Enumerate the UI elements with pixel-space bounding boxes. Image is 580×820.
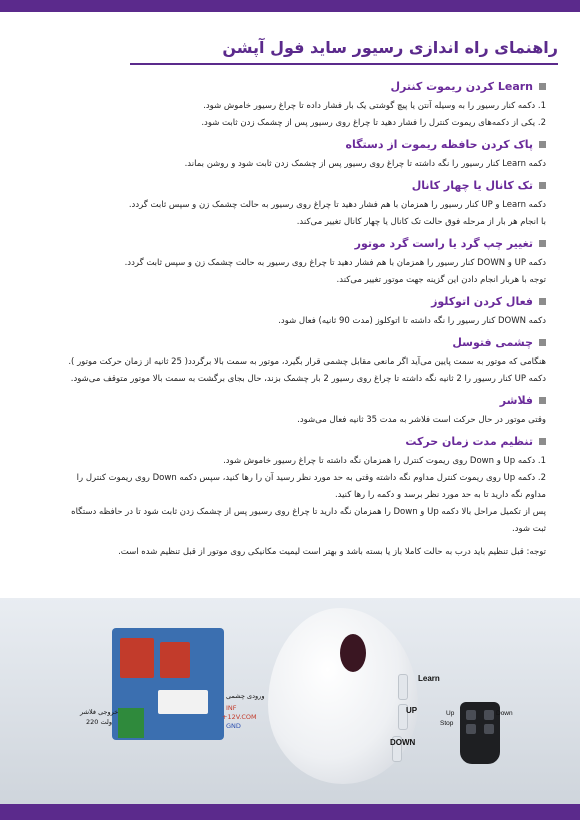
- board-label-inf: INF: [226, 704, 237, 712]
- remote-button: [466, 710, 476, 720]
- section-flasher: [34, 394, 546, 429]
- section-clear-memory: [34, 138, 546, 173]
- section-heading: چشمی فتوسل: [452, 336, 533, 349]
- section-channel-mode: [34, 179, 546, 231]
- square-bullet-icon: [539, 339, 546, 346]
- connector-block: [158, 690, 208, 714]
- section-line: توجه با هربار انجام دادن این گزینه جهت موتور تغییر می‌کند.: [336, 275, 546, 285]
- section-heading: تنظیم مدت زمان حرکت: [405, 435, 533, 448]
- circuit-board-image: [112, 628, 224, 740]
- section-line: دکمه UP کنار رسیور را 2 ثانیه نگه داشته تا چراغ روی رسیور 2 بار چشمک بزند، حال بجای برگشت به سمت بالا موتور متوقف می‌شود.: [70, 374, 546, 384]
- receiver-label-up: UP: [406, 706, 418, 715]
- remote-button: [484, 724, 494, 734]
- section-heading: پاک کردن حافظه ریموت از دستگاه: [345, 138, 533, 151]
- board-label-flasher-volt: 220 ولت: [86, 718, 112, 726]
- section-line: وقتی موتور در حال حرکت است فلاشر به مدت 35 ثانیه فعال می‌شود.: [297, 415, 546, 425]
- section-line: با انجام هر بار از مرحله فوق حالت تک کانال یا چهار کانال تغییر می‌کند.: [296, 217, 546, 227]
- receiver-label-learn: Learn: [418, 674, 440, 683]
- square-bullet-icon: [539, 438, 546, 445]
- square-bullet-icon: [539, 298, 546, 305]
- product-photo: [0, 598, 580, 804]
- board-label-flasher: خروجی فلاشر: [80, 708, 119, 716]
- remote-label-down: Down: [496, 710, 513, 717]
- page-title: راهنمای راه اندازی رسیور ساید فول آپشن: [222, 38, 558, 57]
- section-heading: Learn کردن ریموت کنترل: [390, 80, 533, 93]
- title-underline: [130, 63, 558, 65]
- section-line: دکمه Learn کنار رسیور را نگه داشته تا چراغ روی رسیور پس از چشمک زدن ثابت شود و روشن بماند.: [184, 159, 546, 169]
- section-line: مداوم نگه دارید تا به حد مورد نظر برسد و دکمه را رها کنید.: [334, 490, 546, 500]
- remote-button: [466, 724, 476, 734]
- section-heading: تغییر چپ گرد یا راست گرد موتور: [354, 237, 533, 250]
- remote-label-stop: Stop: [440, 720, 454, 727]
- board-label-gnd: GND: [226, 722, 241, 730]
- section-motor-direction: [34, 237, 546, 289]
- section-line: 2. یکی از دکمه‌های ریموت کنترل را فشار دهید تا چراغ روی رسیور پس از چشمک زدن ثابت شود.: [201, 118, 546, 128]
- section-line: 1. دکمه Up و Down روی ریموت کنترل را همزمان نگه داشته تا چراغ رسیور خاموش شود.: [223, 456, 546, 466]
- section-heading: فعال کردن اتوکلوز: [431, 295, 533, 308]
- section-line: 1. دکمه کنار رسیور را به وسیله آنتن یا پیچ گوشتی یک بار فشار داده تا چراغ رسیور خاموش شود.: [203, 101, 546, 111]
- square-bullet-icon: [539, 182, 546, 189]
- board-label-wiring: ورودی چشمی: [226, 692, 265, 700]
- terminal-block: [118, 708, 144, 738]
- section-line: دکمه DOWN کنار رسیور را نگه داشته تا اتوکلوز (مدت 90 ثانیه) فعال شود.: [278, 316, 546, 326]
- relay-component: [120, 638, 154, 678]
- section-line: پس از تکمیل مراحل بالا دکمه Up و Down را همزمان نگه دارید تا چراغ روی رسیور پس از چشمک زدن ثابت شود تا در حافظه دستگاه: [71, 507, 546, 517]
- square-bullet-icon: [539, 83, 546, 90]
- bottom-accent-bar: [0, 804, 580, 820]
- section-heading: فلاشر: [499, 394, 533, 407]
- receiver-learn-button: [398, 674, 408, 700]
- relay-component: [160, 642, 190, 678]
- section-line: 2. دکمه Up روی ریموت کنترل مداوم نگه داشته وقتی به حد مورد نظر رسید آن را رها کنید، سپس دکمه Down روی ریموت کنترل را: [76, 473, 546, 483]
- top-accent-bar: [0, 0, 580, 12]
- remote-control-image: [460, 702, 500, 764]
- instructions-content: [34, 80, 546, 561]
- board-label-12v: +12V.COM: [222, 713, 257, 721]
- section-line: ثبت شود.: [512, 524, 546, 534]
- section-photocell: [34, 336, 546, 388]
- section-travel-time: [34, 435, 546, 538]
- remote-label-up: Up: [446, 710, 455, 717]
- section-line: هنگامی که موتور به سمت پایین می‌آید اگر مانعی مقابل چشمی قرار بگیرد، موتور به سمت بالا برگردد( 25 ثانیه از زمان حرکت موتور ).: [68, 357, 546, 367]
- remote-button: [484, 710, 494, 720]
- square-bullet-icon: [539, 141, 546, 148]
- square-bullet-icon: [539, 397, 546, 404]
- section-heading: تک کانال یا چهار کانال: [411, 179, 533, 192]
- square-bullet-icon: [539, 240, 546, 247]
- section-line: دکمه UP و DOWN کنار رسیور را همزمان با هم فشار دهید تا چراغ روی رسیور به حالت چشمک زن و سپس ثابت گردد.: [124, 258, 546, 268]
- receiver-label-down: DOWN: [390, 738, 416, 747]
- section-autoclose: [34, 295, 546, 330]
- section-line: دکمه Learn و UP کنار رسیور را همزمان با هم فشار دهید تا چراغ روی رسیور به حالت چشمک زن و سپس ثابت گردد.: [128, 200, 546, 210]
- section-learn: [34, 80, 546, 132]
- title-block: [138, 38, 558, 57]
- receiver-led-window: [340, 634, 366, 672]
- adjustment-note: توجه: قبل تنظیم باید درب به حالت کاملا باز یا بسته باشد و بهتر است لیمیت مکانیکی روی موتور از قبل تنظیم شده است.: [118, 547, 546, 557]
